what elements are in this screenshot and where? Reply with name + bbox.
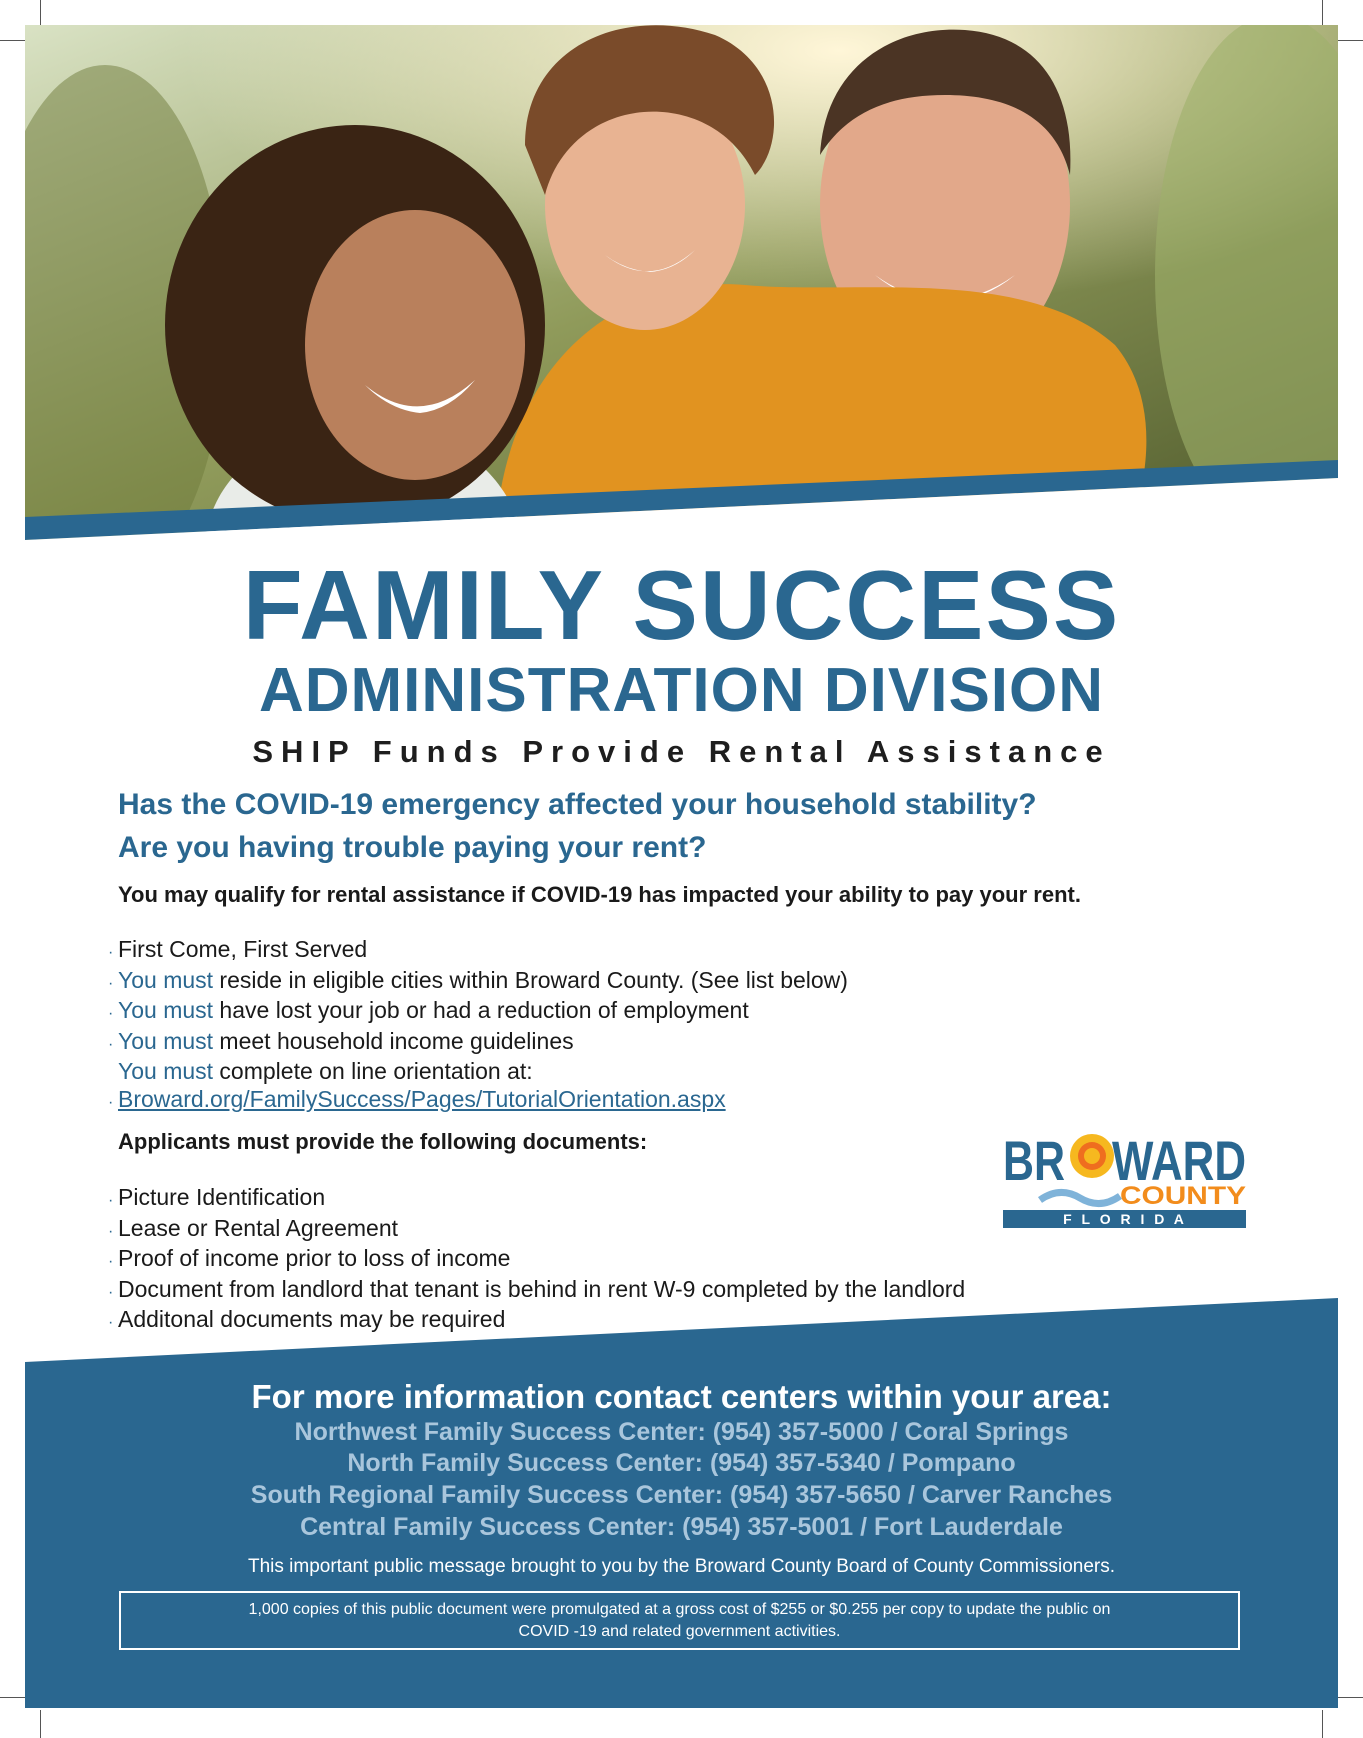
list-item: · First Come, First Served (108, 936, 848, 967)
intro-text: You may qualify for rental assistance if COVID-19 has impacted your ability to pay your rent. (118, 882, 1081, 907)
question-rent: Are you having trouble paying your rent? (118, 831, 707, 864)
logo-text-florida: F L O R I D A (1063, 1211, 1187, 1227)
bullet-icon: · (108, 1253, 114, 1270)
bullet-icon: · (108, 974, 114, 992)
bullet-icon: · (108, 1192, 114, 1209)
cost-disclaimer-line2: COVID -19 and related government activities. (518, 1623, 841, 1640)
list-item: · Lease or Rental Agreement (108, 1215, 965, 1246)
bullet-icon: · (108, 1283, 114, 1301)
logo-text-ward: WARD (1112, 1129, 1246, 1192)
sun-icon (1070, 1134, 1114, 1178)
crop-mark (40, 0, 41, 28)
logo-text-county: COUNTY (1120, 1182, 1247, 1210)
orientation-link[interactable]: Broward.org/FamilySuccess/Pages/TutorialOrientation.aspx (118, 1085, 726, 1112)
page-title: FAMILY SUCCESS (242, 550, 1121, 660)
crop-mark (1335, 40, 1363, 41)
bullet-icon: · (108, 944, 114, 961)
list-item: · Picture Identification (108, 1184, 965, 1215)
documents-heading: Applicants must provide the following documents: (118, 1129, 648, 1154)
bullet-icon: · (108, 1035, 114, 1053)
list-item: You must complete on line orientation at: (118, 1058, 533, 1084)
list-item: · You must meet household income guidelines (108, 1028, 848, 1059)
list-item (108, 1086, 848, 1117)
crop-mark (0, 40, 28, 41)
list-item: · You must have lost your job or had a reduction of employment (108, 997, 848, 1028)
broward-county-logo (1000, 1124, 1250, 1230)
center-central: Central Family Success Center: (954) 357-5001 / Fort Lauderdale (300, 1513, 1063, 1541)
list-item: · You must reside in eligible cities within Broward County. (See list below) (108, 967, 848, 998)
list-item: · Additonal documents may be required (108, 1306, 965, 1337)
logo-text-br: BR (1003, 1129, 1065, 1192)
bullet-icon: · (108, 1093, 114, 1111)
wave-icon (1040, 1192, 1120, 1203)
center-south-regional: South Regional Family Success Center: (954) 357-5650 / Carver Ranches (250, 1481, 1113, 1509)
page-subtitle: ADMINISTRATION DIVISION (258, 656, 1105, 725)
cost-disclaimer-line1: 1,000 copies of this public document were promulgated at a gross cost of $255 or $0.255 per copy to update the public on (248, 1601, 1111, 1618)
bullet-icon: · (108, 1005, 114, 1022)
contact-heading: For more information contact centers within your area: (251, 1378, 1112, 1415)
question-household: Has the COVID-19 emergency affected your household stability? (118, 788, 1037, 821)
center-northwest: Northwest Family Success Center: (954) 357-5000 / Coral Springs (294, 1418, 1069, 1446)
photo-accent-stripe (0, 455, 1363, 545)
public-message: This important public message brought to you by the Broward County Board of County Commissioners. (247, 1556, 1116, 1577)
list-item: · Proof of income prior to loss of income (108, 1245, 965, 1276)
bullet-icon: · (108, 1314, 114, 1331)
cost-disclaimer-box (119, 1591, 1240, 1650)
list-item: · Document from landlord that tenant is behind in rent W-9 completed by the landlord (108, 1276, 965, 1307)
center-north: North Family Success Center: (954) 357-5340 / Pompano (347, 1449, 1016, 1477)
crop-mark (1322, 0, 1323, 28)
requirements-list (108, 936, 848, 1116)
bullet-icon: · (108, 1222, 114, 1240)
page-tagline: SHIP Funds Provide Rental Assistance (252, 734, 1111, 769)
